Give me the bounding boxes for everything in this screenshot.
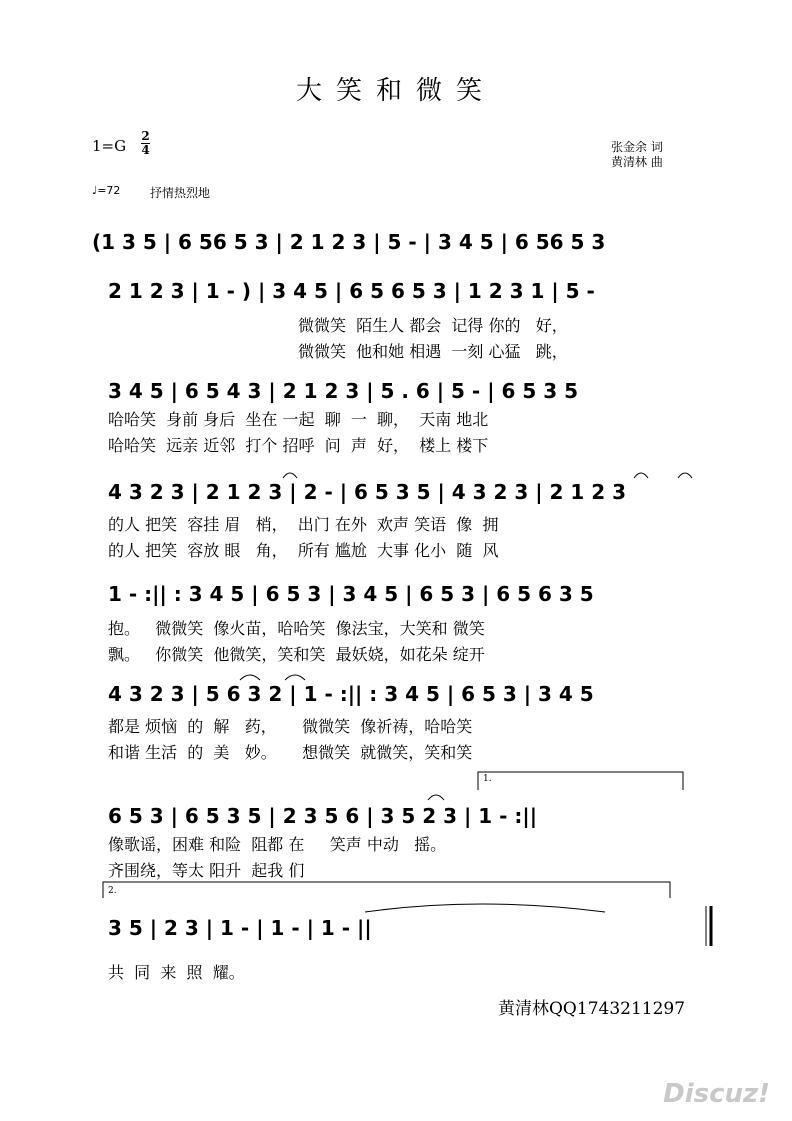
notes-line: 2 1 2 3 | 1 - ) | 3 4 5 | 6 5 6 5 3 | 1 2 3 1 | 5 - [108,279,595,303]
notes-line: (1 3 5 | 6 56 5 3 | 2 1 2 3 | 5 - | 3 4 5 | 6 56 5 3 [92,230,606,254]
volta-2-bracket [103,882,670,898]
lyric-verse-2: 的人 把笑 容放 眼 角， 所有 尴尬 大事 化小 随 风 [108,541,499,560]
tie-arc [678,473,692,478]
lyric-verse-2: 齐围绕，等太 阳升 起我 们 [108,861,305,880]
tie-arc [240,675,260,680]
lyric-verse-1: 哈哈笑 身前 身后 坐在 一起 聊 一 聊， 天南 地北 [108,410,489,429]
notes-line: 3 5 | 2 3 | 1 - | 1 - | 1 - || [108,916,372,940]
notes-line: 1 - :|| : 3 4 5 | 6 5 3 | 3 4 5 | 6 5 3 | 6 5 6 3 5 [108,582,594,606]
volta-1-label: 1. [483,774,492,784]
time-signature-bottom: 4 [141,143,150,157]
volta-2-label: 2. [108,886,117,896]
lyric-verse-2: 和谐 生活 的 美 妙。 想微笑 就微笑，笑和笑 [108,743,473,762]
song-title: 大笑和微笑 [295,76,496,106]
long-slur [365,904,605,912]
lyric-verse-1: 都是 烦恼 的 解 药， 微微笑 像祈祷，哈哈笑 [108,717,473,736]
tie-arc [634,473,648,478]
tie-arc [283,473,297,478]
expression-marking: 抒情热烈地 [150,186,211,200]
notes-line: 3 4 5 | 6 5 4 3 | 2 1 2 3 | 5 . 6 | 5 - | 6 5 3 5 [108,379,579,403]
key-signature: 1=G [92,137,127,155]
lyric-verse-1: 抱。 微微笑 像火苗，哈哈笑 像法宝，大笑和 微笑 [108,619,485,638]
lyric-verse-1: 微微笑 陌生人 都会 记得 你的 好， [298,316,568,335]
notes-line: 4 3 2 3 | 2 1 2 3 | 2 - | 6 5 3 5 | 4 3 2 3 | 2 1 2 3 [108,480,627,504]
discuz-watermark: Discuz! [663,1079,770,1109]
lyricist-credit: 张金余 词 [611,140,663,154]
volta-1-bracket [478,772,683,790]
lyric-verse-1: 像歌谣，困难 和险 阻都 在 笑声 中动 摇。 [108,835,447,854]
tie-arc [428,795,444,800]
notes-line: 6 5 3 | 6 5 3 5 | 2 3 5 6 | 3 5 2 3 | 1 - :|| [108,804,538,828]
tempo-marking: ♩=72 [92,184,121,197]
lyric-verse-1: 的人 把笑 容挂 眉 梢， 出门 在外 欢声 笑语 像 拥 [108,515,499,534]
lyric-verse-1: 共 同 来 照 耀。 [108,963,245,982]
composer-credit: 黄清林 曲 [611,155,663,169]
composer-signature: 黄清林QQ1743211297 [498,999,686,1019]
lyric-verse-2: 哈哈笑 远亲 近邻 打个 招呼 问 声 好， 楼上 楼下 [108,436,489,455]
notes-line: 4 3 2 3 | 5 6 3 2 | 1 - :|| : 3 4 5 | 6 5 3 | 3 4 5 [108,682,594,706]
lyric-verse-2: 微微笑 他和她 相遇 一刻 心猛 跳， [298,342,568,361]
tie-arc [285,675,305,680]
time-signature-top: 2 [141,129,150,143]
lyric-verse-2: 飘。 你微笑 他微笑，笑和笑 最妖娆，如花朵 绽开 [108,645,485,664]
